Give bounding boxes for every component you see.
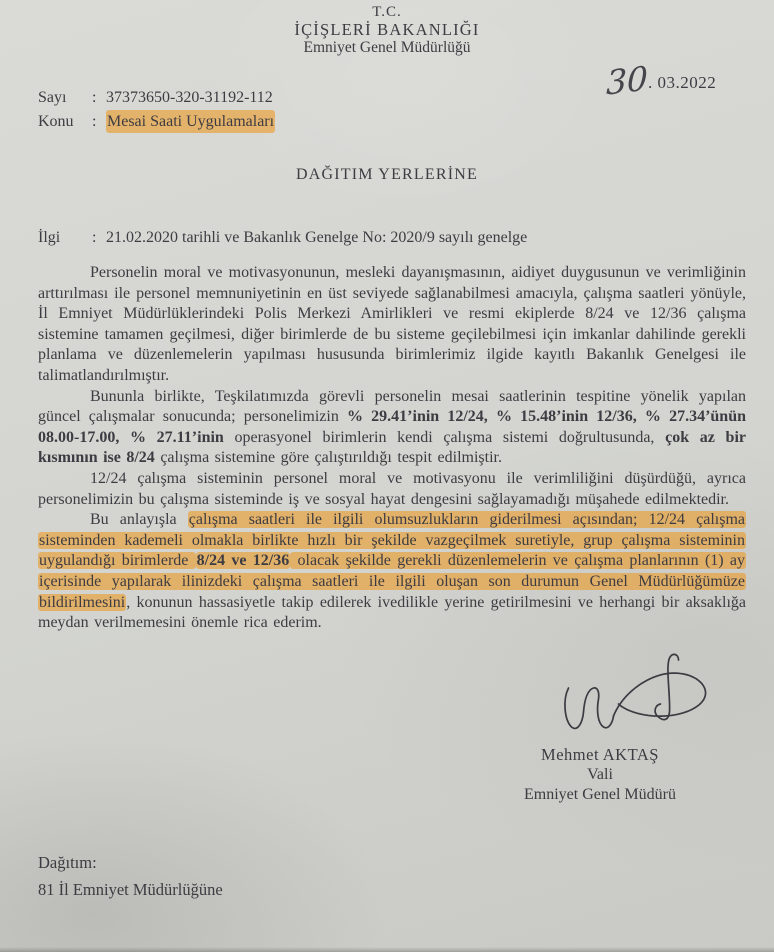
letterhead [0,3,774,57]
letterhead-ministry: İÇİŞLERİ BAKANLIĞI [294,20,480,39]
letter-body [38,263,746,634]
date-handwritten-day: 30 [605,58,649,103]
text-segment: çalışma sistemine göre çalıştırıldığı tespit edilmiştir. [154,449,502,467]
highlighted-text: 8/24 ve 12/36 [196,552,290,570]
paragraph-2 [38,387,746,469]
konu-row [38,110,275,134]
text-segment: operasyonel birimlerin kendi çalışma sistemi doğrultusunda, [223,428,666,446]
highlighted-text: çalışma saatleri ile ilgili olumsuzlukların giderilmesi açısından; 12/24 çalışma sisteminden kademeli olmakla birlikte hızlı bir şekilde vazgeçilmek suretiyle, grup çalışma sisteminin uygulandığı birimlerde [39,511,745,570]
date-printed-part: . 03.2022 [648,73,717,92]
distribution-block [38,849,223,903]
letterhead-directorate: Emniyet Genel Müdürlüğü [303,39,471,56]
distribution-label: Dağıtım: [38,853,97,872]
sayi-value: 37373650-320-31192-112 [106,89,273,106]
document-meta [38,86,275,133]
paragraph-4 [38,510,746,634]
paragraph-3 [38,469,746,510]
signature-block [455,650,745,805]
paragraph-1 [38,263,746,387]
bold-text: çok az bir kısmının ise 8/24 [38,428,746,467]
handwritten-signature [550,650,725,745]
signatory-name: Mehmet AKTAŞ [541,745,659,764]
text-segment: Bu anlayışla [90,511,188,529]
distribution-line: 81 İl Emniyet Müdürlüğüne [38,880,223,899]
highlighted-text: olacak şekilde gerekli düzenlemelerin ve çalışma planlarının (1) ay içerisinde yapılarak ilinizdeki çalışma saatleri ile ilgili oluşan son durumun Genel Müdürlüğümüze bildirilmesini [39,552,746,611]
text-segment: Bununla birlikte, Teşkilatımızda görevli personelin mesai saatlerinin tespitine yönelik yapılan güncel çalışmalar sonucunda; personelimizin [38,387,746,426]
letterhead-state: T.C. [372,4,402,20]
signatory-title-1: Vali [587,766,613,783]
konu-value-highlighted: Mesai Saati Uygulamaları [106,110,275,134]
ilgi-value: 21.02.2020 tarihli ve Bakanlık Genelge No: 2020/9 sayılı genelge [106,229,528,246]
ilgi-row [38,229,527,247]
text-segment: 12/24 çalışma sisteminin personel moral ve motivasyonu ile verimliliğini düşürdüğü, ayrıca personelimizin bu çalışma sisteminde iş ve sosyal hayat dengesini sağlayamadığı müşahede edilmektedir. [38,469,746,508]
sayi-row [38,86,275,110]
konu-label: Konu [38,112,74,130]
sayi-label: Sayı [38,89,67,106]
bold-text: % 29.41’inin 12/24, % 15.48’inin 12/36, % 27.34’ünün 08.00-17.00, % 27.11’inin [38,408,747,446]
ilgi-separator: : [92,229,97,246]
text-segment: Personelin moral ve motivasyonunun, mesleki dayanışmasının, aidiyet duygusunun ve verimliğinin arttırılması ile personel memnuniyetinin en üst seviyede sağlanabilmesi amacıyla, çalışma saatleri yönüyle, İl Emniyet Müdürlüklerindeki Polis Merkezi Amirlikleri ve resmi ekiplerde 8/24 ve 12/36 çalışma sistemine tamamen geçilmesi, diğer birimlerde de bu sisteme geçilebilmesi için imkanlar dahilinde gerekli planlama ve düzenlemelerin yapılması hususunda birimlerimiz ilgide kayıtlı Bakanlık Genelgesi ile talimatlandırılmıştır. [38,264,746,384]
ilgi-label: İlgi [38,229,61,246]
text-segment: , konunun hassasiyetle takip edilerek ivedilikle yerine getirilmesini ve herhangi bir aksaklığa meydan verilmemesini önemle rica ederim. [38,593,746,632]
signatory-title-2: Emniyet Genel Müdürü [524,786,676,803]
konu-separator: : [92,112,97,130]
sayi-separator: : [92,89,97,106]
date-block [605,58,717,103]
recipient-heading: DAĞITIM YERLERİNE [295,166,478,183]
